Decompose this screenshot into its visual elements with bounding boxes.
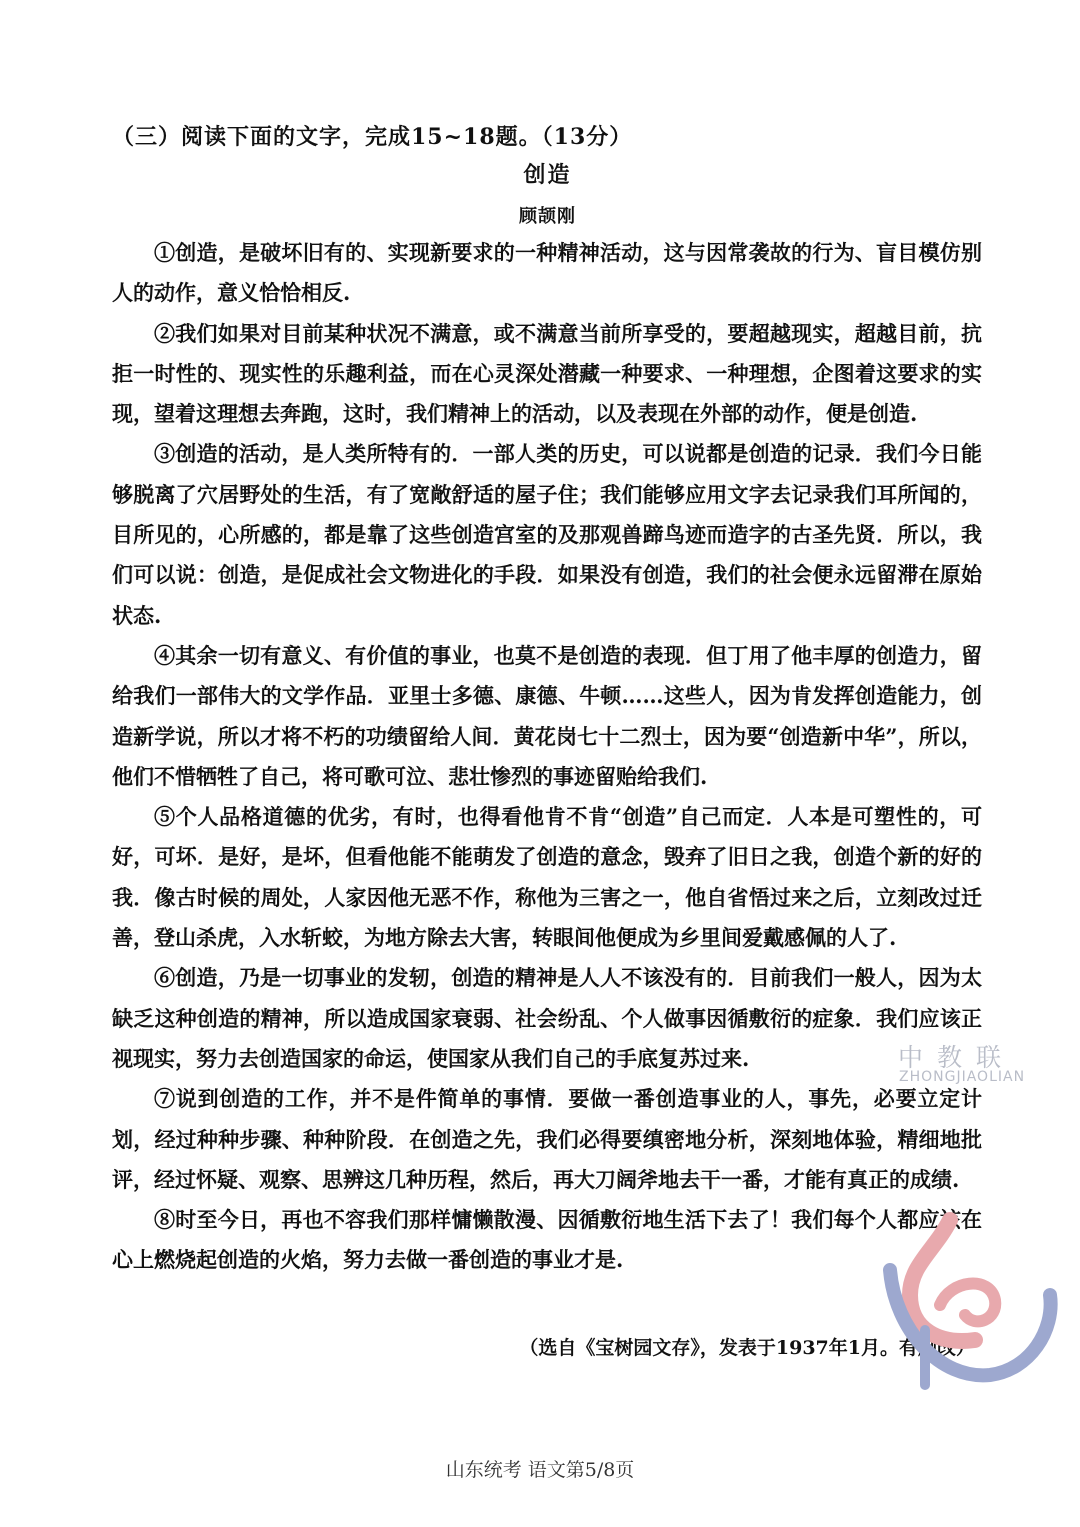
paragraph-6: ⑥创造，乃是一切事业的发轫，创造的精神是人人不该没有的．目前我们一般人，因为太缺乏这种创造的精神，所以造成国家衰弱、社会纷乱、个人做事因循敷衍的症象．我们应该正视现实，努力去创造国家的命运，使国家从我们自己的手底复苏过来. [112,965,982,1071]
article-body [112,233,982,1281]
watermark-text-cn: 中教联 [898,1043,1016,1072]
article-author: 顾颉刚 [519,206,576,227]
section-heading: （三）阅读下面的文字，完成15~18题。（13分） [112,124,633,150]
paragraph-1: ①创造，是破坏旧有的、实现新要求的一种精神活动，这与因常袭故的行为、盲目模仿别人的动作，意义恰恰相反. [112,240,982,306]
paragraph-7: ⑦说到创造的工作，并不是件简单的事情．要做一番创造事业的人，事先，必要立定计划，经过种种步骤、种种阶段．在创造之先，我们必得要缜密地分析，深刻地体验，精细地批评，经过怀疑、观察、思辨这几种历程，然后，再大刀阔斧地去干一番，才能有真正的成绩. [112,1086,982,1192]
paragraph-8: ⑧时至今日，再也不容我们那样慵懒散漫、因循敷衍地生活下去了！我们每个人都应该在心上燃烧起创造的火焰，努力去做一番创造的事业才是. [112,1207,982,1273]
watermark-text-en: ZHONGJIAOLIAN [899,1069,1026,1085]
paragraph-2: ②我们如果对目前某种状况不满意，或不满意当前所享受的，要超越现实，超越目前，抗拒一时性的、现实性的乐趣利益，而在心灵深处潜藏一种要求、一种理想，企图着这要求的实现，望着这理想去奔跑，这时，我们精神上的活动，以及表现在外部的动作，便是创造. [112,320,982,427]
article-title: 创造 [523,162,572,188]
paragraph-4: ④其余一切有意义、有价值的事业，也莫不是创造的表现．但丁用了他丰厚的创造力，留给我们一部伟大的文学作品．亚里士多德、康德、牛顿……这些人，因为肯发挥创造能力，创造新学说，所以才将不朽的功绩留给人间．黄花岗七十二烈士，因为要“创造新中华”，所以，他们不惜牺牲了自己，将可歌可泣、悲壮惨烈的事迹留贻给我们. [112,642,982,789]
paragraph-3: ③创造的活动，是人类所特有的．一部人类的历史，可以说都是创造的记录．我们今日能够脱离了穴居野处的生活，有了宽敞舒适的屋子住；我们能够应用文字去记录我们耳所闻的，目所见的，心所感的，都是靠了这些创造宫室的及那观兽蹄鸟迹而造字的古圣先贤．所以，我们可以说：创造，是促成社会文物进化的手段．如果没有创造，我们的社会便永远留滞在原始状态. [112,441,982,628]
paragraph-5: ⑤个人品格道德的优劣，有时，也得看他肯不肯“创造”自己而定．人本是可塑性的，可好，可坏．是好，是坏，但看他能不能萌发了创造的意念，毁弃了旧日之我，创造个新的好的我．像古时候的周处，人家因他无恶不作，称他为三害之一，他自省悟过来之后，立刻改过迁善，登山杀虎，入水斩蛟，为地方除去大害，转眼间他便成为乡里间爱戴感佩的人了. [112,804,982,951]
source-note: （选自《宝树园文存》，发表于1937年1月。有删改） [519,1337,975,1359]
page-footer: 山东统考 语文第5/8页 [445,1459,635,1481]
watermark-logo-icon [880,1210,1060,1390]
